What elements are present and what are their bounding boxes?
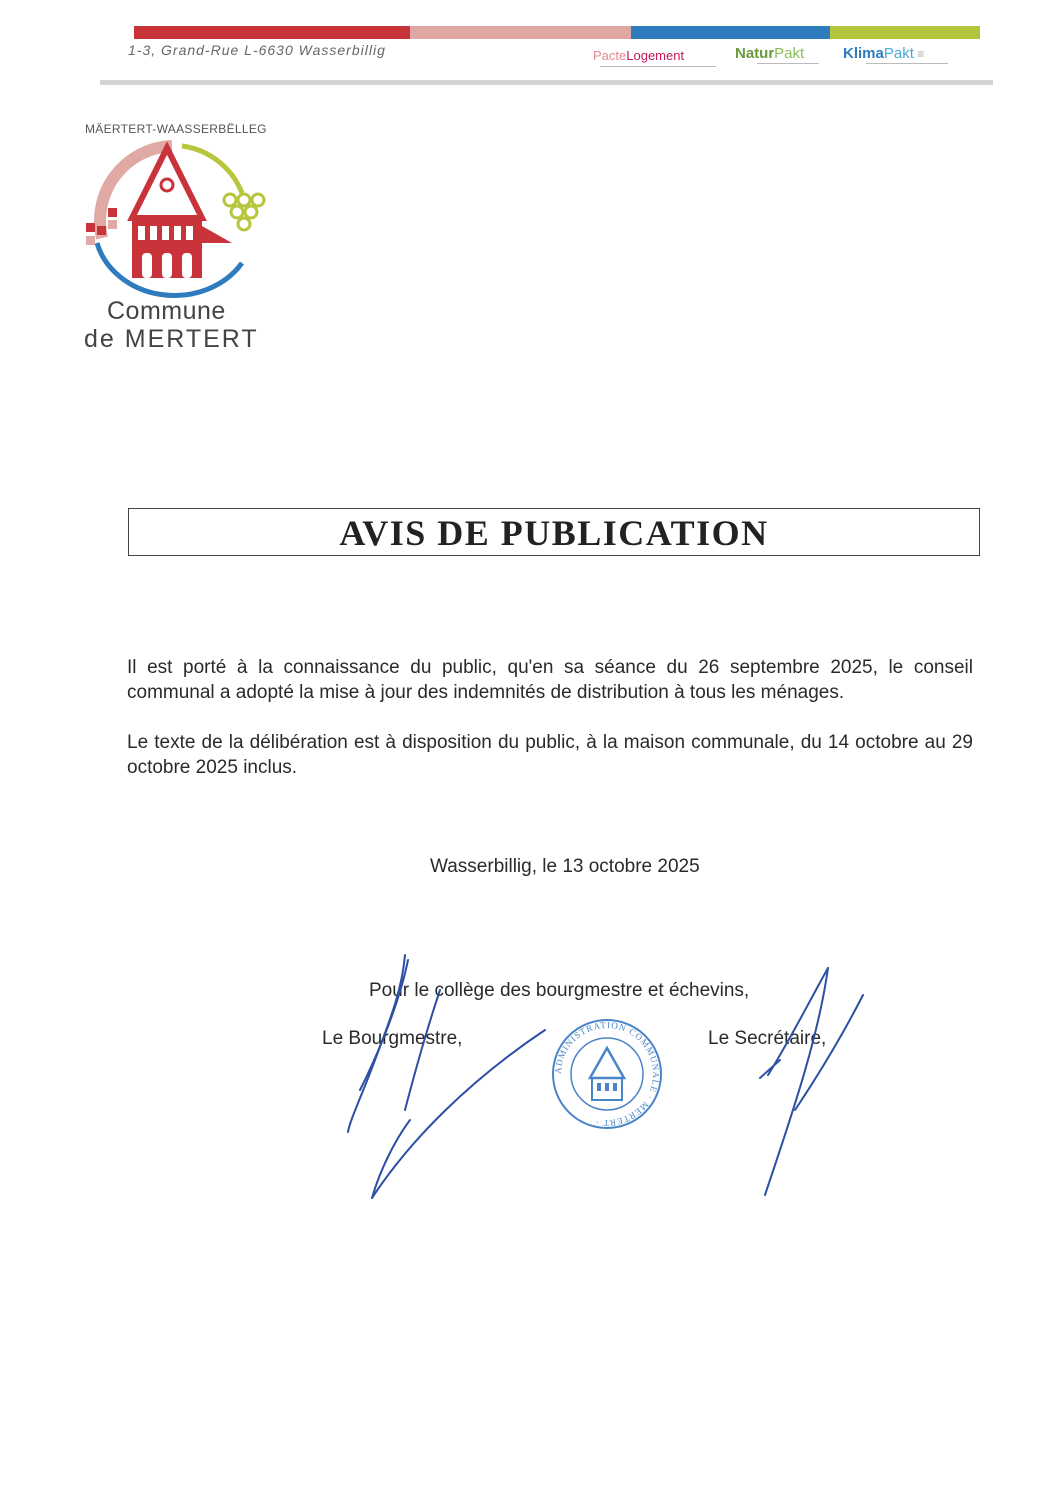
logo-mertert-text: de MERTERT bbox=[84, 325, 259, 353]
logo-commune-text: Commune bbox=[107, 297, 226, 325]
signature-intro: Pour le collège des bourgmestre et échevins, bbox=[369, 980, 750, 1001]
svg-text:ADMINISTRATION COMMUNALE · MER: ADMINISTRATION COMMUNALE · MERTERT · bbox=[552, 1019, 662, 1129]
secretaire-signature bbox=[760, 968, 863, 1195]
bourgmestre-title: Le Bourgmestre, bbox=[322, 1028, 463, 1049]
pacte-logement-logo: PacteLogement bbox=[593, 48, 685, 63]
document-title: AVIS DE PUBLICATION bbox=[339, 513, 769, 553]
klimapakt-logo: KlimaPakt ≡ bbox=[843, 45, 925, 62]
bourgmestre-signature bbox=[348, 955, 545, 1198]
paragraph-1: Il est porté à la connaissance du public, qu'en sa séance du 26 septembre 2025, le conseil communal a adopté la mise à jour des indemnités de distribution à tous les ménages. bbox=[127, 657, 973, 703]
naturpakt-logo: NaturPakt bbox=[735, 45, 805, 62]
secretaire-title: Le Secrétaire, bbox=[708, 1028, 827, 1049]
logo-top-text: MÄERTERT-WAASSERBËLLEG bbox=[85, 122, 267, 136]
official-stamp bbox=[550, 1018, 665, 1130]
paragraph-2: Le texte de la délibération est à disposition du public, à la maison communale, du 14 octobre au 29 octobre 2025 inclus. bbox=[127, 732, 973, 778]
place-date: Wasserbillig, le 13 octobre 2025 bbox=[430, 856, 700, 877]
header-address: 1-3, Grand-Rue L-6630 Wasserbillig bbox=[128, 42, 386, 58]
